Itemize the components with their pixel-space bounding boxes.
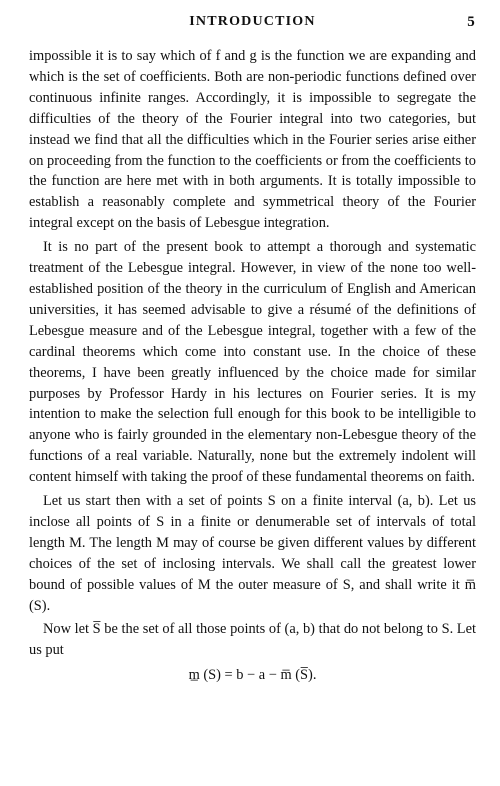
paragraph-lebesgue-resume: It is no part of the present book to attempt a thorough and systematic treatment of the Lebesgue integral. However, in view of the none too well-established position of the theory in the curriculum of English and American universities, it has seemed advisable to give a résumé of the definitions of Lebesgue measure and of the Lebesgue integral, together with a few of the cardinal theorems which come into constant use. In the choice of these theorems, I have been greatly influenced by the choice made for similar purposes by Professor Hardy in his lectures on Fourier series. It is my intention to make the selection full enough for this book to be intelligible to anyone who is fairly grounded in the elementary non-Lebesgue theory of the functions of a real variable. Naturally, none but the extremely indolent will content himself with taking the proof of these fundamental theorems on faith. xyxy=(29,239,476,486)
paragraph-outer-measure: Let us start then with a set of points S on a finite interval (a, b). Let us inclose all points of S in a finite or denumerable set of intervals of total length M. The length M may of course be given different values by different choices of the set of inclosing intervals. We shall call the greatest lower bound of possible values of M the outer measure of S, and shall write it m̅ (S). xyxy=(29,493,476,614)
paragraph-complement-set: Now let S̅ be the set of all those points of (a, b) that do not belong to S. Let us put xyxy=(29,621,476,659)
body-text xyxy=(29,46,476,686)
chapter-title: INTRODUCTION xyxy=(189,14,316,29)
inner-measure-equation: m̲ (S) = b − a − m̅ (S̅). xyxy=(188,667,317,684)
page-number: 5 xyxy=(467,14,476,30)
running-head xyxy=(29,14,476,36)
book-page xyxy=(29,14,476,686)
paragraph-fourier-integral: impossible it is to say which of f and g is the function we are expanding and which is the set of coefficients. Both are non-periodic functions defined over continuous infinite ranges. Accordingly, it is impossible to segregate the difficulties of the theory of the Fourier integral into two categories, but instead we find that all the difficulties which in the Fourier series arise either on proceeding from the function to the coefficients or from the coefficients to the function are here met with in both arguments. It is totally impossible to establish a reasonably complete and symmetrical theory of the Fourier integral except on the basis of Lebesgue integration. xyxy=(29,48,476,232)
